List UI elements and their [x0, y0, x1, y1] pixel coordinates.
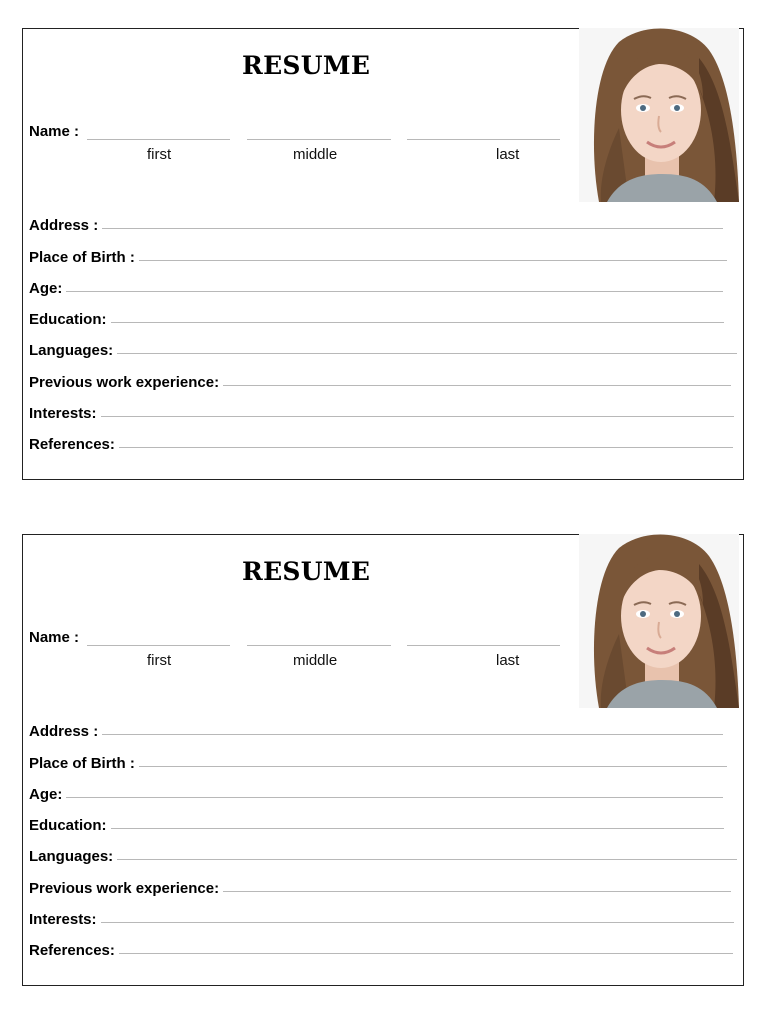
field-label: References: — [29, 436, 115, 454]
languages-field[interactable] — [117, 859, 737, 860]
resume-card-2 — [22, 534, 744, 986]
field-label: Interests: — [29, 911, 97, 929]
resume-title: RESUME — [242, 557, 371, 586]
field-interests — [29, 391, 739, 422]
field-label: Education: — [29, 311, 107, 329]
resume-fields — [29, 709, 739, 959]
resume-fields — [29, 203, 739, 453]
resume-title: RESUME — [242, 51, 371, 80]
field-label: Education: — [29, 817, 107, 835]
field-label: Interests: — [29, 405, 97, 423]
last-caption: last — [496, 146, 520, 163]
field-label: Place of Birth : — [29, 754, 135, 772]
field-address — [29, 709, 739, 740]
first-name-field[interactable] — [87, 645, 230, 646]
field-label: Place of Birth : — [29, 248, 135, 266]
resume-card-1 — [22, 28, 744, 480]
address-field[interactable] — [102, 228, 723, 229]
first-caption: first — [147, 146, 172, 163]
age-field[interactable] — [66, 797, 723, 798]
field-label: Address : — [29, 723, 99, 741]
field-label: Languages: — [29, 848, 114, 866]
field-label: Previous work experience: — [29, 879, 220, 897]
interests-field[interactable] — [101, 922, 734, 923]
middle-caption: middle — [293, 652, 338, 669]
last-name-field[interactable] — [407, 645, 560, 646]
name-label: Name : — [29, 123, 80, 140]
field-address — [29, 203, 739, 234]
field-references — [29, 928, 739, 959]
middle-name-field[interactable] — [247, 139, 391, 140]
age-field[interactable] — [66, 291, 723, 292]
field-age — [29, 266, 739, 297]
field-references — [29, 422, 739, 453]
field-education — [29, 803, 739, 834]
interests-field[interactable] — [101, 416, 734, 417]
references-field[interactable] — [119, 447, 733, 448]
first-caption: first — [147, 652, 172, 669]
address-field[interactable] — [102, 734, 723, 735]
previous-work-experience-field[interactable] — [223, 891, 731, 892]
field-label: Languages: — [29, 342, 114, 360]
portrait-photo — [579, 534, 739, 708]
field-label: References: — [29, 942, 115, 960]
first-name-field[interactable] — [87, 139, 230, 140]
name-row — [29, 629, 574, 649]
field-previous-work-experience — [29, 865, 739, 896]
education-field[interactable] — [111, 322, 725, 323]
references-field[interactable] — [119, 953, 733, 954]
field-languages — [29, 328, 739, 359]
name-label: Name : — [29, 629, 80, 646]
portrait-photo — [579, 28, 739, 202]
previous-work-experience-field[interactable] — [223, 385, 731, 386]
field-languages — [29, 834, 739, 865]
field-place-of-birth — [29, 234, 739, 265]
field-education — [29, 297, 739, 328]
field-label: Age: — [29, 279, 63, 297]
last-name-field[interactable] — [407, 139, 560, 140]
last-caption: last — [496, 652, 520, 669]
education-field[interactable] — [111, 828, 725, 829]
name-row — [29, 123, 574, 143]
middle-name-field[interactable] — [247, 645, 391, 646]
portrait-photo-icon — [579, 28, 739, 202]
field-label: Previous work experience: — [29, 373, 220, 391]
field-label: Age: — [29, 785, 63, 803]
field-interests — [29, 897, 739, 928]
place-of-birth-field[interactable] — [139, 260, 727, 261]
field-previous-work-experience — [29, 359, 739, 390]
field-age — [29, 772, 739, 803]
field-label: Address : — [29, 217, 99, 235]
languages-field[interactable] — [117, 353, 737, 354]
field-place-of-birth — [29, 740, 739, 771]
portrait-photo-icon — [579, 534, 739, 708]
middle-caption: middle — [293, 146, 338, 163]
place-of-birth-field[interactable] — [139, 766, 727, 767]
